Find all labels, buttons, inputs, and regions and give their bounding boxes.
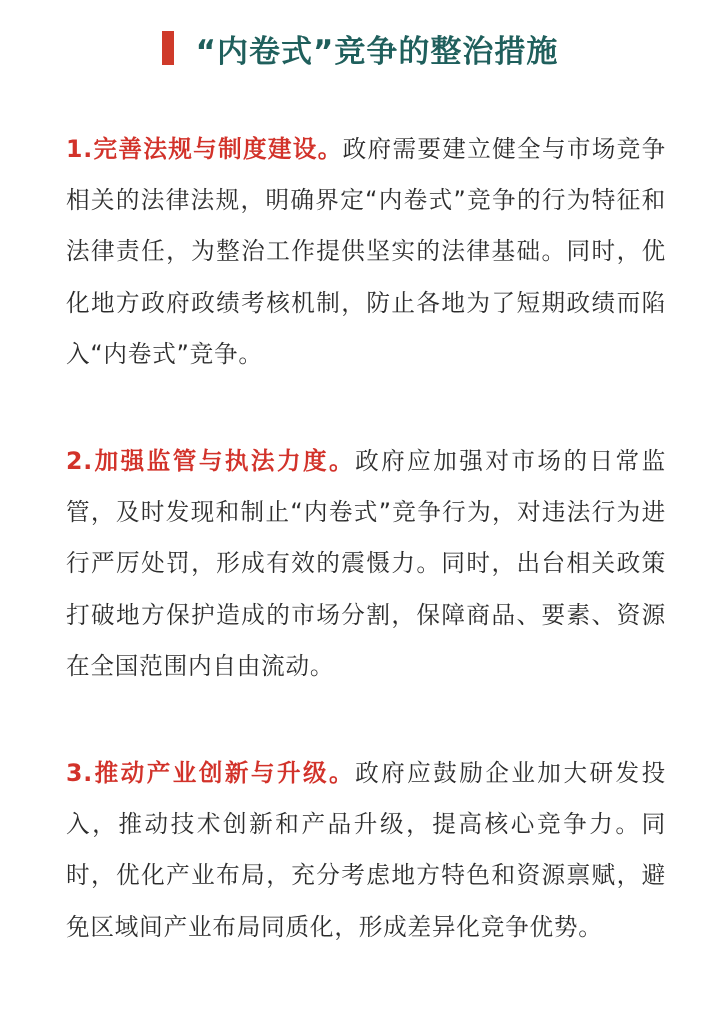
- measure-body-3: 政府应鼓励企业加大研发投入，推动技术创新和产品升级，提高核心竞争力。同时，优化产业布局，充分考虑地方特色和资源禀赋，避免区域间产业布局同质化，形成差异化竞争优势。: [66, 759, 666, 941]
- measure-body-2: 政府应加强对市场的日常监管，及时发现和制止“内卷式”竞争行为，对违法行为进行严厉处罚，形成有效的震慑力。同时，出台相关政策打破地方保护造成的市场分割，保障商品、要素、资源在全国范围内自由流动。: [66, 447, 666, 680]
- measure-heading-3: 3.推动产业创新与升级。: [66, 759, 356, 788]
- title-accent-bar: [162, 31, 174, 65]
- measures-list: [66, 124, 666, 953]
- measure-heading-1: 1.完善法规与制度建设。: [66, 135, 343, 163]
- measure-section-2: [66, 436, 666, 692]
- page-title: “内卷式”竞争的整治措施: [195, 33, 559, 70]
- measure-section-3: [66, 748, 666, 953]
- measure-section-1: [66, 124, 666, 380]
- measure-heading-2: 2.加强监管与执法力度。: [66, 447, 356, 476]
- page-header: [0, 22, 720, 74]
- measure-body-1: 政府需要建立健全与市场竞争相关的法律法规，明确界定“内卷式”竞争的行为特征和法律责任，为整治工作提供坚实的法律基础。同时，优化地方政府政绩考核机制，防止各地为了短期政绩而陷入“内卷式”竞争。: [66, 135, 666, 368]
- header-inner: [162, 26, 559, 71]
